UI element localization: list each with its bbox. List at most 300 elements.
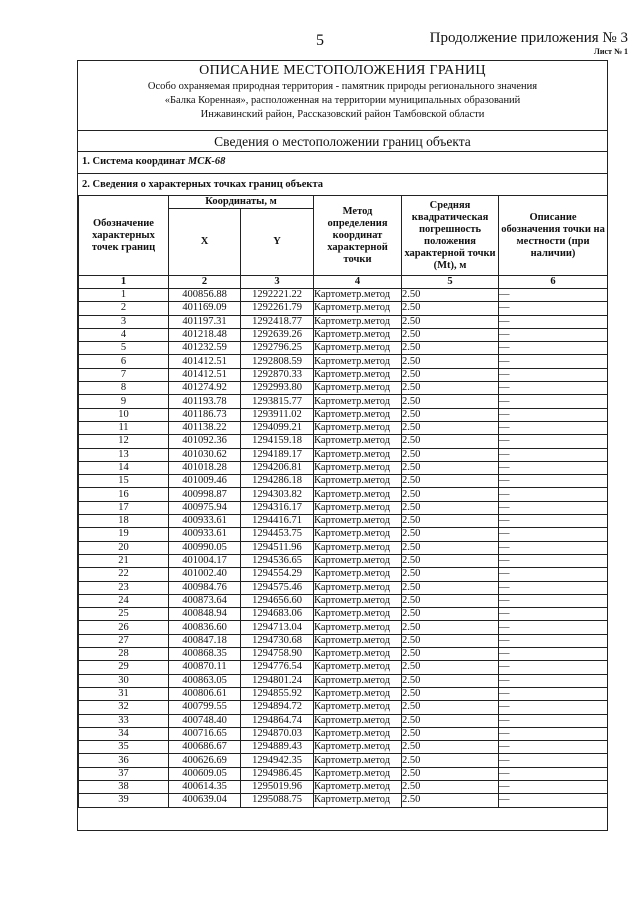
error-cell: 2.50 [402,554,499,567]
col-number: 1 [79,276,169,289]
point-id-cell: 14 [79,461,169,474]
y-coord-cell: 1294713.04 [241,621,314,634]
error-cell: 2.50 [402,608,499,621]
description-cell: — [499,754,608,767]
error-cell: 2.50 [402,395,499,408]
y-coord-cell: 1294942.35 [241,754,314,767]
col-number: 6 [499,276,608,289]
y-coord-cell: 1292261.79 [241,302,314,315]
point-id-cell: 27 [79,634,169,647]
y-coord-cell: 1295019.96 [241,780,314,793]
x-coord-cell: 401197.31 [169,315,241,328]
table-row [79,302,608,315]
description-cell: — [499,780,608,793]
point-id-cell: 1 [79,289,169,302]
document-frame [77,60,608,831]
col-number: 3 [241,276,314,289]
description-cell: — [499,541,608,554]
error-cell: 2.50 [402,501,499,514]
divider [78,130,607,131]
col-designation-header: Обозначение характерных точек границ [79,196,169,276]
point-id-cell: 32 [79,701,169,714]
description-cell: — [499,421,608,434]
point-id-cell: 19 [79,528,169,541]
table-row [79,581,608,594]
table-row [79,515,608,528]
method-cell: Картометр.метод [314,541,402,554]
description-cell: — [499,554,608,567]
description-cell: — [499,501,608,514]
description-cell: — [499,475,608,488]
table-row [79,475,608,488]
y-coord-cell: 1292796.25 [241,342,314,355]
point-id-cell: 36 [79,754,169,767]
error-cell: 2.50 [402,488,499,501]
y-coord-cell: 1294986.45 [241,767,314,780]
x-coord-cell: 400716.65 [169,727,241,740]
description-cell: — [499,302,608,315]
error-cell: 2.50 [402,302,499,315]
description-cell: — [499,568,608,581]
y-coord-cell: 1294189.17 [241,448,314,461]
table-row [79,594,608,607]
table-row [79,342,608,355]
x-coord-cell: 401232.59 [169,342,241,355]
description-cell: — [499,674,608,687]
col-number: 4 [314,276,402,289]
y-coord-cell: 1294730.68 [241,634,314,647]
method-cell: Картометр.метод [314,355,402,368]
description-cell: — [499,621,608,634]
table-row [79,714,608,727]
method-cell: Картометр.метод [314,754,402,767]
x-coord-cell: 400799.55 [169,701,241,714]
method-cell: Картометр.метод [314,727,402,740]
method-cell: Картометр.метод [314,608,402,621]
description-cell: — [499,435,608,448]
point-id-cell: 2 [79,302,169,315]
point-id-cell: 33 [79,714,169,727]
x-coord-cell: 401030.62 [169,448,241,461]
point-id-cell: 35 [79,741,169,754]
points-title: 2. Сведения о характерных точках границ объекта [82,179,323,190]
description-cell: — [499,382,608,395]
table-row [79,368,608,381]
x-coord-cell: 400868.35 [169,648,241,661]
col-coords-header: Координаты, м [169,196,314,209]
method-cell: Картометр.метод [314,461,402,474]
y-coord-cell: 1294656.60 [241,594,314,607]
table-row [79,648,608,661]
y-coord-cell: 1294286.18 [241,475,314,488]
error-cell: 2.50 [402,648,499,661]
table-row [79,528,608,541]
description-cell: — [499,448,608,461]
col-method-header: Метод определения координат характерной точки [314,196,402,276]
table-row [79,661,608,674]
divider [78,151,607,152]
error-cell: 2.50 [402,714,499,727]
description-cell: — [499,594,608,607]
description-cell: — [499,794,608,807]
y-coord-cell: 1294536.65 [241,554,314,567]
table-row [79,461,608,474]
col-y-header: Y [241,209,314,276]
x-coord-cell: 400863.05 [169,674,241,687]
y-coord-cell: 1292418.77 [241,315,314,328]
points-table-body [79,289,608,808]
error-cell: 2.50 [402,435,499,448]
point-id-cell: 16 [79,488,169,501]
method-cell: Картометр.метод [314,302,402,315]
table-row [79,435,608,448]
description-cell: — [499,515,608,528]
table-row [79,541,608,554]
table-row [79,767,608,780]
error-cell: 2.50 [402,541,499,554]
table-row [79,621,608,634]
table-row [79,701,608,714]
y-coord-cell: 1294864.74 [241,714,314,727]
point-id-cell: 26 [79,621,169,634]
point-id-cell: 25 [79,608,169,621]
y-coord-cell: 1294889.43 [241,741,314,754]
x-coord-cell: 400848.94 [169,608,241,621]
description-cell: — [499,661,608,674]
description-cell: — [499,315,608,328]
x-coord-cell: 401002.40 [169,568,241,581]
method-cell: Картометр.метод [314,488,402,501]
table-row [79,328,608,341]
error-cell: 2.50 [402,568,499,581]
section-title: Сведения о местоположении границ объекта [214,134,471,149]
x-coord-cell: 400998.87 [169,488,241,501]
y-coord-cell: 1294099.21 [241,421,314,434]
error-cell: 2.50 [402,621,499,634]
col-description-header: Описание обозначения точки на местности (при наличии) [499,196,608,276]
point-id-cell: 11 [79,421,169,434]
point-id-cell: 38 [79,780,169,793]
method-cell: Картометр.метод [314,674,402,687]
x-coord-cell: 401018.28 [169,461,241,474]
y-coord-cell: 1292221.22 [241,289,314,302]
point-id-cell: 30 [79,674,169,687]
method-cell: Картометр.метод [314,594,402,607]
method-cell: Картометр.метод [314,289,402,302]
x-coord-cell: 401138.22 [169,421,241,434]
point-id-cell: 24 [79,594,169,607]
point-id-cell: 10 [79,408,169,421]
x-coord-cell: 400984.76 [169,581,241,594]
error-cell: 2.50 [402,741,499,754]
table-row [79,554,608,567]
x-coord-cell: 400836.60 [169,621,241,634]
point-id-cell: 9 [79,395,169,408]
table-row [79,289,608,302]
description-cell: — [499,488,608,501]
y-coord-cell: 1294855.92 [241,687,314,700]
description-cell: — [499,581,608,594]
table-row [79,741,608,754]
x-coord-cell: 400748.40 [169,714,241,727]
x-coord-cell: 400686.67 [169,741,241,754]
col-number: 2 [169,276,241,289]
error-cell: 2.50 [402,315,499,328]
table-row [79,608,608,621]
x-coord-cell: 401218.48 [169,328,241,341]
subtitle-line-2: «Балка Коренная», расположенная на территории муниципальных образований [164,95,521,106]
y-coord-cell: 1292808.59 [241,355,314,368]
x-coord-cell: 400806.61 [169,687,241,700]
coord-system-value: МСК-68 [187,156,226,167]
document-title: ОПИСАНИЕ МЕСТОПОЛОЖЕНИЯ ГРАНИЦ [199,63,486,78]
x-coord-cell: 401009.46 [169,475,241,488]
coord-system-label: 1. Система координат [82,156,186,167]
method-cell: Картометр.метод [314,648,402,661]
point-id-cell: 39 [79,794,169,807]
method-cell: Картометр.метод [314,475,402,488]
method-cell: Картометр.метод [314,408,402,421]
x-coord-cell: 400614.35 [169,780,241,793]
x-coord-cell: 401186.73 [169,408,241,421]
table-row [79,315,608,328]
method-cell: Картометр.метод [314,714,402,727]
error-cell: 2.50 [402,475,499,488]
col-number: 5 [402,276,499,289]
x-coord-cell: 400856.88 [169,289,241,302]
table-row [79,488,608,501]
x-coord-cell: 400873.64 [169,594,241,607]
x-coord-cell: 400847.18 [169,634,241,647]
table-row [79,568,608,581]
x-coord-cell: 400626.69 [169,754,241,767]
y-coord-cell: 1292639.26 [241,328,314,341]
method-cell: Картометр.метод [314,794,402,807]
table-row [79,408,608,421]
description-cell: — [499,687,608,700]
x-coord-cell: 400975.94 [169,501,241,514]
point-id-cell: 20 [79,541,169,554]
y-coord-cell: 1294316.17 [241,501,314,514]
error-cell: 2.50 [402,515,499,528]
method-cell: Картометр.метод [314,661,402,674]
y-coord-cell: 1294776.54 [241,661,314,674]
method-cell: Картометр.метод [314,501,402,514]
y-coord-cell: 1295088.75 [241,794,314,807]
x-coord-cell: 401412.51 [169,368,241,381]
point-id-cell: 3 [79,315,169,328]
error-cell: 2.50 [402,289,499,302]
x-coord-cell: 400933.61 [169,528,241,541]
method-cell: Картометр.метод [314,634,402,647]
x-coord-cell: 400870.11 [169,661,241,674]
error-cell: 2.50 [402,674,499,687]
description-cell: — [499,714,608,727]
error-cell: 2.50 [402,368,499,381]
x-coord-cell: 400990.05 [169,541,241,554]
method-cell: Картометр.метод [314,581,402,594]
description-cell: — [499,608,608,621]
method-cell: Картометр.метод [314,528,402,541]
point-id-cell: 34 [79,727,169,740]
error-cell: 2.50 [402,594,499,607]
y-coord-cell: 1292993.80 [241,382,314,395]
description-cell: — [499,727,608,740]
method-cell: Картометр.метод [314,767,402,780]
method-cell: Картометр.метод [314,421,402,434]
y-coord-cell: 1294870.03 [241,727,314,740]
method-cell: Картометр.метод [314,515,402,528]
method-cell: Картометр.метод [314,701,402,714]
x-coord-cell: 401412.51 [169,355,241,368]
error-cell: 2.50 [402,355,499,368]
description-cell: — [499,461,608,474]
y-coord-cell: 1294416.71 [241,515,314,528]
y-coord-cell: 1294453.75 [241,528,314,541]
point-id-cell: 6 [79,355,169,368]
method-cell: Картометр.метод [314,741,402,754]
table-row [79,382,608,395]
error-cell: 2.50 [402,634,499,647]
method-cell: Картометр.метод [314,342,402,355]
subtitle-line-3: Инжавинский район, Рассказовский район Тамбовской области [200,109,485,120]
description-cell: — [499,634,608,647]
x-coord-cell: 401193.78 [169,395,241,408]
description-cell: — [499,289,608,302]
description-cell: — [499,368,608,381]
subtitle-line-1: Особо охраняемая природная территория - памятник природы регионального значения [147,81,538,92]
description-cell: — [499,342,608,355]
table-row [79,355,608,368]
y-coord-cell: 1293815.77 [241,395,314,408]
point-id-cell: 23 [79,581,169,594]
y-coord-cell: 1294303.82 [241,488,314,501]
error-cell: 2.50 [402,448,499,461]
method-cell: Картометр.метод [314,780,402,793]
error-cell: 2.50 [402,701,499,714]
error-cell: 2.50 [402,421,499,434]
point-id-cell: 28 [79,648,169,661]
point-id-cell: 7 [79,368,169,381]
title-block [78,61,607,121]
table-row [79,754,608,767]
method-cell: Картометр.метод [314,687,402,700]
x-coord-cell: 400639.04 [169,794,241,807]
point-id-cell: 21 [79,554,169,567]
y-coord-cell: 1294554.29 [241,568,314,581]
error-cell: 2.50 [402,780,499,793]
description-cell: — [499,408,608,421]
error-cell: 2.50 [402,461,499,474]
divider [78,173,607,174]
method-cell: Картометр.метод [314,435,402,448]
y-coord-cell: 1292870.33 [241,368,314,381]
y-coord-cell: 1294206.81 [241,461,314,474]
point-id-cell: 12 [79,435,169,448]
error-cell: 2.50 [402,528,499,541]
method-cell: Картометр.метод [314,315,402,328]
method-cell: Картометр.метод [314,328,402,341]
y-coord-cell: 1294159.18 [241,435,314,448]
description-cell: — [499,355,608,368]
points-table [78,195,608,808]
error-cell: 2.50 [402,794,499,807]
description-cell: — [499,328,608,341]
error-cell: 2.50 [402,342,499,355]
error-cell: 2.50 [402,687,499,700]
method-cell: Картометр.метод [314,621,402,634]
x-coord-cell: 400933.61 [169,515,241,528]
point-id-cell: 37 [79,767,169,780]
error-cell: 2.50 [402,408,499,421]
point-id-cell: 22 [79,568,169,581]
description-cell: — [499,701,608,714]
x-coord-cell: 401169.09 [169,302,241,315]
x-coord-cell: 401092.36 [169,435,241,448]
error-cell: 2.50 [402,581,499,594]
point-id-cell: 17 [79,501,169,514]
point-id-cell: 15 [79,475,169,488]
error-cell: 2.50 [402,767,499,780]
point-id-cell: 5 [79,342,169,355]
method-cell: Картометр.метод [314,448,402,461]
method-cell: Картометр.метод [314,368,402,381]
table-row [79,687,608,700]
point-id-cell: 29 [79,661,169,674]
point-id-cell: 8 [79,382,169,395]
table-row [79,634,608,647]
method-cell: Картометр.метод [314,554,402,567]
y-coord-cell: 1294894.72 [241,701,314,714]
y-coord-cell: 1294511.96 [241,541,314,554]
point-id-cell: 4 [79,328,169,341]
description-cell: — [499,741,608,754]
table-row [79,421,608,434]
description-cell: — [499,767,608,780]
description-cell: — [499,648,608,661]
table-row [79,674,608,687]
col-x-header: X [169,209,241,276]
method-cell: Картометр.метод [314,382,402,395]
point-id-cell: 13 [79,448,169,461]
description-cell: — [499,395,608,408]
y-coord-cell: 1294758.90 [241,648,314,661]
sheet-number: Лист № 1 [593,47,628,56]
table-row [79,501,608,514]
y-coord-cell: 1294683.06 [241,608,314,621]
y-coord-cell: 1294801.24 [241,674,314,687]
method-cell: Картометр.метод [314,568,402,581]
table-row [79,780,608,793]
continuation-header: Продолжение приложения № 3 [429,30,628,46]
page-number: 5 [316,32,324,49]
error-cell: 2.50 [402,754,499,767]
col-error-header: Средняя квадратическая погрешность положения характерной точки (Mt), м [402,196,499,276]
table-row [79,727,608,740]
table-row [79,448,608,461]
method-cell: Картометр.метод [314,395,402,408]
error-cell: 2.50 [402,727,499,740]
error-cell: 2.50 [402,661,499,674]
description-cell: — [499,528,608,541]
y-coord-cell: 1294575.46 [241,581,314,594]
y-coord-cell: 1293911.02 [241,408,314,421]
error-cell: 2.50 [402,382,499,395]
x-coord-cell: 400609.05 [169,767,241,780]
x-coord-cell: 401274.92 [169,382,241,395]
coord-system-row [82,156,225,167]
error-cell: 2.50 [402,328,499,341]
